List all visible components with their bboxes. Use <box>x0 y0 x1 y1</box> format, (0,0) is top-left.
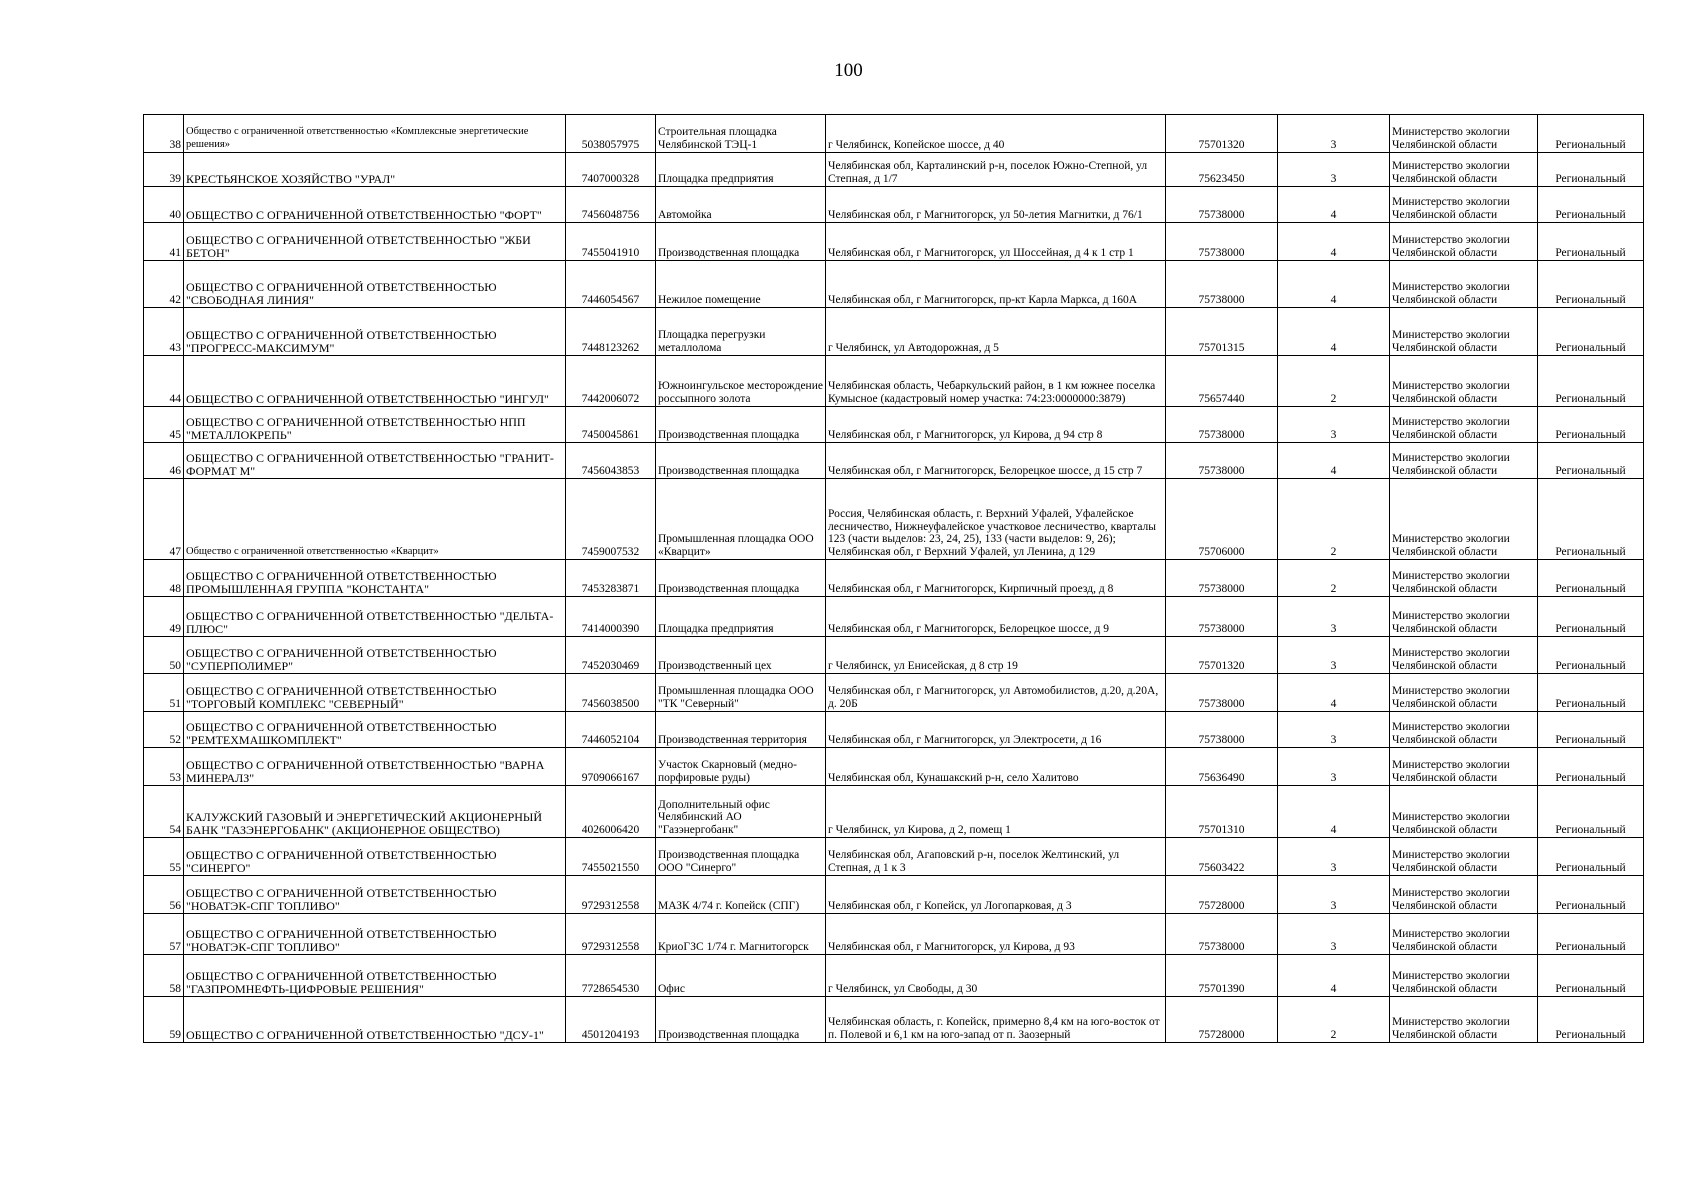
inn: 7455041910 <box>566 223 656 261</box>
supervising-authority: Министерство экологии Челябинской области <box>1390 748 1538 786</box>
supervision-level: Региональный <box>1538 479 1644 560</box>
row-number: 42 <box>144 261 184 308</box>
object-name: Участок Скарновый (медно-порфировые руды) <box>656 748 826 786</box>
row-number: 40 <box>144 187 184 223</box>
hazard-category: 2 <box>1278 356 1390 407</box>
inn: 9729312558 <box>566 876 656 914</box>
object-name: Производственная площадка <box>656 997 826 1043</box>
hazard-category: 3 <box>1278 153 1390 187</box>
supervision-level: Региональный <box>1538 308 1644 356</box>
object-address: Челябинская обл, г Магнитогорск, Белорецкое шоссе, д 9 <box>826 597 1166 637</box>
hazard-category: 3 <box>1278 637 1390 674</box>
table-row <box>144 637 1644 674</box>
inn: 7728654530 <box>566 955 656 997</box>
organization-name: ОБЩЕСТВО С ОГРАНИЧЕННОЙ ОТВЕТСТВЕННОСТЬЮ "ВАРНА МИНЕРАЛЗ" <box>184 748 566 786</box>
supervision-level: Региональный <box>1538 261 1644 308</box>
object-name: Площадка перегрузки металлолома <box>656 308 826 356</box>
supervision-level: Региональный <box>1538 674 1644 712</box>
inn: 7456048756 <box>566 187 656 223</box>
oktmo-code: 75701310 <box>1166 786 1278 838</box>
row-number: 39 <box>144 153 184 187</box>
row-number: 43 <box>144 308 184 356</box>
table-row <box>144 712 1644 748</box>
hazard-category: 3 <box>1278 115 1390 153</box>
object-address: г Челябинск, ул Енисейская, д 8 стр 19 <box>826 637 1166 674</box>
row-number: 38 <box>144 115 184 153</box>
organization-name: ОБЩЕСТВО С ОГРАНИЧЕННОЙ ОТВЕТСТВЕННОСТЬЮ "ДСУ-1" <box>184 997 566 1043</box>
organization-name: КРЕСТЬЯНСКОЕ ХОЗЯЙСТВО "УРАЛ" <box>184 153 566 187</box>
supervising-authority: Министерство экологии Челябинской области <box>1390 407 1538 443</box>
inn: 5038057975 <box>566 115 656 153</box>
hazard-category: 3 <box>1278 748 1390 786</box>
table-row <box>144 187 1644 223</box>
inn: 7414000390 <box>566 597 656 637</box>
organization-name: ОБЩЕСТВО С ОГРАНИЧЕННОЙ ОТВЕТСТВЕННОСТЬЮ "ЖБИ БЕТОН" <box>184 223 566 261</box>
oktmo-code: 75738000 <box>1166 597 1278 637</box>
inn: 7459007532 <box>566 479 656 560</box>
supervision-level: Региональный <box>1538 876 1644 914</box>
row-number: 56 <box>144 876 184 914</box>
supervising-authority: Министерство экологии Челябинской области <box>1390 443 1538 479</box>
object-address: Челябинская обл, г Магнитогорск, ул Шоссейная, д 4 к 1 стр 1 <box>826 223 1166 261</box>
inn: 7448123262 <box>566 308 656 356</box>
organization-name: ОБЩЕСТВО С ОГРАНИЧЕННОЙ ОТВЕТСТВЕННОСТЬЮ "ИНГУЛ" <box>184 356 566 407</box>
supervising-authority: Министерство экологии Челябинской области <box>1390 674 1538 712</box>
supervising-authority: Министерство экологии Челябинской области <box>1390 876 1538 914</box>
object-address: г Челябинск, Копейское шоссе, д 40 <box>826 115 1166 153</box>
supervising-authority: Министерство экологии Челябинской области <box>1390 356 1538 407</box>
object-address: Челябинская обл, г Магнитогорск, пр-кт Карла Маркса, д 160А <box>826 261 1166 308</box>
inn: 9729312558 <box>566 914 656 955</box>
inn: 7450045861 <box>566 407 656 443</box>
oktmo-code: 75738000 <box>1166 914 1278 955</box>
supervision-level: Региональный <box>1538 955 1644 997</box>
supervision-level: Региональный <box>1538 712 1644 748</box>
organization-name: Общество с ограниченной ответственностью «Комплексные энергетические решения» <box>184 115 566 153</box>
table-row <box>144 407 1644 443</box>
organization-name: ОБЩЕСТВО С ОГРАНИЧЕННОЙ ОТВЕТСТВЕННОСТЬЮ "ГАЗПРОМНЕФТЬ-ЦИФРОВЫЕ РЕШЕНИЯ" <box>184 955 566 997</box>
organization-name: ОБЩЕСТВО С ОГРАНИЧЕННОЙ ОТВЕТСТВЕННОСТЬЮ НПП "МЕТАЛЛОКРЕПЬ" <box>184 407 566 443</box>
object-name: Производственная площадка <box>656 443 826 479</box>
row-number: 41 <box>144 223 184 261</box>
inn: 4501204193 <box>566 997 656 1043</box>
table-row <box>144 153 1644 187</box>
oktmo-code: 75701390 <box>1166 955 1278 997</box>
oktmo-code: 75657440 <box>1166 356 1278 407</box>
supervision-level: Региональный <box>1538 914 1644 955</box>
table-row <box>144 115 1644 153</box>
oktmo-code: 75728000 <box>1166 876 1278 914</box>
object-name: Производственная территория <box>656 712 826 748</box>
oktmo-code: 75636490 <box>1166 748 1278 786</box>
object-name: Производственная площадка <box>656 407 826 443</box>
object-name: Производственная площадка ООО "Синерго" <box>656 838 826 876</box>
organization-name: ОБЩЕСТВО С ОГРАНИЧЕННОЙ ОТВЕТСТВЕННОСТЬЮ "ПРОГРЕСС-МАКСИМУМ" <box>184 308 566 356</box>
oktmo-code: 75728000 <box>1166 997 1278 1043</box>
object-address: Россия, Челябинская область, г. Верхний Уфалей, Уфалейское лесничество, Нижнеуфалейское участковое лесничество, кварталы 123 (части выделов: 23, 24, 25), 133 (части выделов: 9, 26); Челябинская обл, г Верхний Уфалей, ул Ленина, д 129 <box>826 479 1166 560</box>
supervising-authority: Министерство экологии Челябинской области <box>1390 479 1538 560</box>
object-address: Челябинская обл, Кунашакский р-н, село Халитово <box>826 748 1166 786</box>
object-address: Челябинская обл, г Магнитогорск, ул Кирова, д 93 <box>826 914 1166 955</box>
organization-name: ОБЩЕСТВО С ОГРАНИЧЕННОЙ ОТВЕТСТВЕННОСТЬЮ "ГРАНИТ-ФОРМАТ М" <box>184 443 566 479</box>
organization-name: ОБЩЕСТВО С ОГРАНИЧЕННОЙ ОТВЕТСТВЕННОСТЬЮ "ТОРГОВЫЙ КОМПЛЕКС "СЕВЕРНЫЙ" <box>184 674 566 712</box>
row-number: 48 <box>144 560 184 597</box>
organization-name: ОБЩЕСТВО С ОГРАНИЧЕННОЙ ОТВЕТСТВЕННОСТЬЮ "ФОРТ" <box>184 187 566 223</box>
inn: 7407000328 <box>566 153 656 187</box>
table-row <box>144 876 1644 914</box>
object-address: Челябинская обл, г Копейск, ул Логопарковая, д 3 <box>826 876 1166 914</box>
oktmo-code: 75738000 <box>1166 712 1278 748</box>
supervising-authority: Министерство экологии Челябинской области <box>1390 955 1538 997</box>
object-name: Производственная площадка <box>656 560 826 597</box>
row-number: 57 <box>144 914 184 955</box>
row-number: 52 <box>144 712 184 748</box>
supervision-level: Региональный <box>1538 637 1644 674</box>
supervising-authority: Министерство экологии Челябинской области <box>1390 153 1538 187</box>
organization-name: ОБЩЕСТВО С ОГРАНИЧЕННОЙ ОТВЕТСТВЕННОСТЬЮ "РЕМТЕХМАШКОМПЛЕКТ" <box>184 712 566 748</box>
supervision-level: Региональный <box>1538 786 1644 838</box>
supervising-authority: Министерство экологии Челябинской области <box>1390 308 1538 356</box>
oktmo-code: 75738000 <box>1166 261 1278 308</box>
object-name: Автомойка <box>656 187 826 223</box>
supervising-authority: Министерство экологии Челябинской области <box>1390 914 1538 955</box>
oktmo-code: 75738000 <box>1166 674 1278 712</box>
supervising-authority: Министерство экологии Челябинской области <box>1390 786 1538 838</box>
object-name: Нежилое помещение <box>656 261 826 308</box>
organization-name: ОБЩЕСТВО С ОГРАНИЧЕННОЙ ОТВЕТСТВЕННОСТЬЮ "СИНЕРГО" <box>184 838 566 876</box>
supervision-level: Региональный <box>1538 748 1644 786</box>
object-address: Челябинская обл, г Магнитогорск, ул Автомобилистов, д.20, д.20А, д. 20Б <box>826 674 1166 712</box>
inn: 7455021550 <box>566 838 656 876</box>
organization-name: ОБЩЕСТВО С ОГРАНИЧЕННОЙ ОТВЕТСТВЕННОСТЬЮ "СУПЕРПОЛИМЕР" <box>184 637 566 674</box>
supervision-level: Региональный <box>1538 407 1644 443</box>
inn: 7453283871 <box>566 560 656 597</box>
table-row <box>144 955 1644 997</box>
table-row <box>144 479 1644 560</box>
table-row <box>144 560 1644 597</box>
supervision-level: Региональный <box>1538 187 1644 223</box>
supervision-level: Региональный <box>1538 597 1644 637</box>
object-address: Челябинская область, г. Копейск, примерно 8,4 км на юго-восток от п. Полевой и 6,1 км на юго-запад от п. Заозерный <box>826 997 1166 1043</box>
hazard-category: 3 <box>1278 838 1390 876</box>
supervising-authority: Министерство экологии Челябинской области <box>1390 223 1538 261</box>
supervision-level: Региональный <box>1538 443 1644 479</box>
object-name: Офис <box>656 955 826 997</box>
supervising-authority: Министерство экологии Челябинской области <box>1390 838 1538 876</box>
table-row <box>144 997 1644 1043</box>
hazard-category: 4 <box>1278 308 1390 356</box>
object-name: Южноингульское месторождение россыпного золота <box>656 356 826 407</box>
oktmo-code: 75701320 <box>1166 115 1278 153</box>
registry-rows <box>144 115 1644 1043</box>
hazard-category: 4 <box>1278 223 1390 261</box>
table-row <box>144 748 1644 786</box>
supervision-level: Региональный <box>1538 223 1644 261</box>
supervision-level: Региональный <box>1538 560 1644 597</box>
hazard-category: 3 <box>1278 407 1390 443</box>
object-address: Челябинская обл, Агаповский р-н, поселок Желтинский, ул Степная, д 1 к 3 <box>826 838 1166 876</box>
object-name: Производственный цех <box>656 637 826 674</box>
row-number: 44 <box>144 356 184 407</box>
oktmo-code: 75738000 <box>1166 187 1278 223</box>
object-name: Промышленная площадка ООО «Кварцит» <box>656 479 826 560</box>
table-row <box>144 308 1644 356</box>
object-address: Челябинская обл, г Магнитогорск, ул Электросети, д 16 <box>826 712 1166 748</box>
supervision-level: Региональный <box>1538 356 1644 407</box>
hazard-category: 2 <box>1278 997 1390 1043</box>
inn: 7446052104 <box>566 712 656 748</box>
table-row <box>144 223 1644 261</box>
oktmo-code: 75738000 <box>1166 560 1278 597</box>
object-name: Производственная площадка <box>656 223 826 261</box>
object-name: МАЗК 4/74 г. Копейск (СПГ) <box>656 876 826 914</box>
supervision-level: Региональный <box>1538 838 1644 876</box>
inn: 4026006420 <box>566 786 656 838</box>
supervising-authority: Министерство экологии Челябинской области <box>1390 187 1538 223</box>
inn: 7442006072 <box>566 356 656 407</box>
inn: 7452030469 <box>566 637 656 674</box>
row-number: 54 <box>144 786 184 838</box>
object-name: КриоГЗС 1/74 г. Магнитогорск <box>656 914 826 955</box>
hazard-category: 4 <box>1278 786 1390 838</box>
supervising-authority: Министерство экологии Челябинской области <box>1390 712 1538 748</box>
oktmo-code: 75738000 <box>1166 223 1278 261</box>
organization-name: ОБЩЕСТВО С ОГРАНИЧЕННОЙ ОТВЕТСТВЕННОСТЬЮ "НОВАТЭК-СПГ ТОПЛИВО" <box>184 876 566 914</box>
supervising-authority: Министерство экологии Челябинской области <box>1390 560 1538 597</box>
supervising-authority: Министерство экологии Челябинской области <box>1390 261 1538 308</box>
hazard-category: 3 <box>1278 597 1390 637</box>
organization-name: ОБЩЕСТВО С ОГРАНИЧЕННОЙ ОТВЕТСТВЕННОСТЬЮ "ДЕЛЬТА-ПЛЮС" <box>184 597 566 637</box>
oktmo-code: 75738000 <box>1166 443 1278 479</box>
object-name: Дополнительный офис Челябинский АО "Газэнергобанк" <box>656 786 826 838</box>
table-row <box>144 914 1644 955</box>
hazard-category: 3 <box>1278 712 1390 748</box>
oktmo-code: 75706000 <box>1166 479 1278 560</box>
table-row <box>144 838 1644 876</box>
hazard-category: 4 <box>1278 674 1390 712</box>
inn: 7456038500 <box>566 674 656 712</box>
organization-name: ОБЩЕСТВО С ОГРАНИЧЕННОЙ ОТВЕТСТВЕННОСТЬЮ "СВОБОДНАЯ ЛИНИЯ" <box>184 261 566 308</box>
row-number: 51 <box>144 674 184 712</box>
row-number: 45 <box>144 407 184 443</box>
organization-name: КАЛУЖСКИЙ ГАЗОВЫЙ И ЭНЕРГЕТИЧЕСКИЙ АКЦИОНЕРНЫЙ БАНК "ГАЗЭНЕРГОБАНК" (АКЦИОНЕРНОЕ ОБЩЕСТВО) <box>184 786 566 838</box>
oktmo-code: 75701320 <box>1166 637 1278 674</box>
table-row <box>144 597 1644 637</box>
object-address: Челябинская обл, г Магнитогорск, Кирпичный проезд, д 8 <box>826 560 1166 597</box>
object-name: Промышленная площадка ООО "ТК "Северный" <box>656 674 826 712</box>
organization-name: Общество с ограниченной ответственностью «Кварцит» <box>184 479 566 560</box>
row-number: 55 <box>144 838 184 876</box>
organization-name: ОБЩЕСТВО С ОГРАНИЧЕННОЙ ОТВЕТСТВЕННОСТЬЮ ПРОМЫШЛЕННАЯ ГРУППА "КОНСТАНТА" <box>184 560 566 597</box>
inn: 7446054567 <box>566 261 656 308</box>
supervising-authority: Министерство экологии Челябинской области <box>1390 997 1538 1043</box>
oktmo-code: 75701315 <box>1166 308 1278 356</box>
object-address: Челябинская область, Чебаркульский район, в 1 км южнее поселка Кумысное (кадастровый номер участка: 74:23:0000000:3879) <box>826 356 1166 407</box>
object-address: Челябинская обл, г Магнитогорск, Белорецкое шоссе, д 15 стр 7 <box>826 443 1166 479</box>
oktmo-code: 75603422 <box>1166 838 1278 876</box>
hazard-category: 4 <box>1278 443 1390 479</box>
hazard-category: 2 <box>1278 560 1390 597</box>
registry-table <box>143 114 1644 1043</box>
hazard-category: 4 <box>1278 187 1390 223</box>
hazard-category: 4 <box>1278 261 1390 308</box>
supervision-level: Региональный <box>1538 153 1644 187</box>
inn: 9709066167 <box>566 748 656 786</box>
hazard-category: 4 <box>1278 955 1390 997</box>
supervising-authority: Министерство экологии Челябинской области <box>1390 597 1538 637</box>
table-row <box>144 443 1644 479</box>
oktmo-code: 75623450 <box>1166 153 1278 187</box>
organization-name: ОБЩЕСТВО С ОГРАНИЧЕННОЙ ОТВЕТСТВЕННОСТЬЮ "НОВАТЭК-СПГ ТОПЛИВО" <box>184 914 566 955</box>
inn: 7456043853 <box>566 443 656 479</box>
object-name: Площадка предприятия <box>656 597 826 637</box>
row-number: 46 <box>144 443 184 479</box>
object-address: г Челябинск, ул Автодорожная, д 5 <box>826 308 1166 356</box>
row-number: 53 <box>144 748 184 786</box>
hazard-category: 2 <box>1278 479 1390 560</box>
row-number: 59 <box>144 997 184 1043</box>
supervising-authority: Министерство экологии Челябинской области <box>1390 637 1538 674</box>
table-row <box>144 356 1644 407</box>
hazard-category: 3 <box>1278 914 1390 955</box>
table-row <box>144 674 1644 712</box>
object-name: Площадка предприятия <box>656 153 826 187</box>
oktmo-code: 75738000 <box>1166 407 1278 443</box>
page-number: 100 <box>834 60 863 81</box>
hazard-category: 3 <box>1278 876 1390 914</box>
row-number: 49 <box>144 597 184 637</box>
row-number: 58 <box>144 955 184 997</box>
object-address: г Челябинск, ул Кирова, д 2, помещ 1 <box>826 786 1166 838</box>
supervising-authority: Министерство экологии Челябинской области <box>1390 115 1538 153</box>
row-number: 47 <box>144 479 184 560</box>
supervision-level: Региональный <box>1538 997 1644 1043</box>
object-name: Строительная площадка Челябинской ТЭЦ-1 <box>656 115 826 153</box>
object-address: Челябинская обл, г Магнитогорск, ул Кирова, д 94 стр 8 <box>826 407 1166 443</box>
table-row <box>144 786 1644 838</box>
supervision-level: Региональный <box>1538 115 1644 153</box>
table-row <box>144 261 1644 308</box>
object-address: Челябинская обл, Карталинский р-н, поселок Южно-Степной, ул Степная, д 1/7 <box>826 153 1166 187</box>
object-address: г Челябинск, ул Свободы, д 30 <box>826 955 1166 997</box>
row-number: 50 <box>144 637 184 674</box>
object-address: Челябинская обл, г Магнитогорск, ул 50-летия Магнитки, д 76/1 <box>826 187 1166 223</box>
